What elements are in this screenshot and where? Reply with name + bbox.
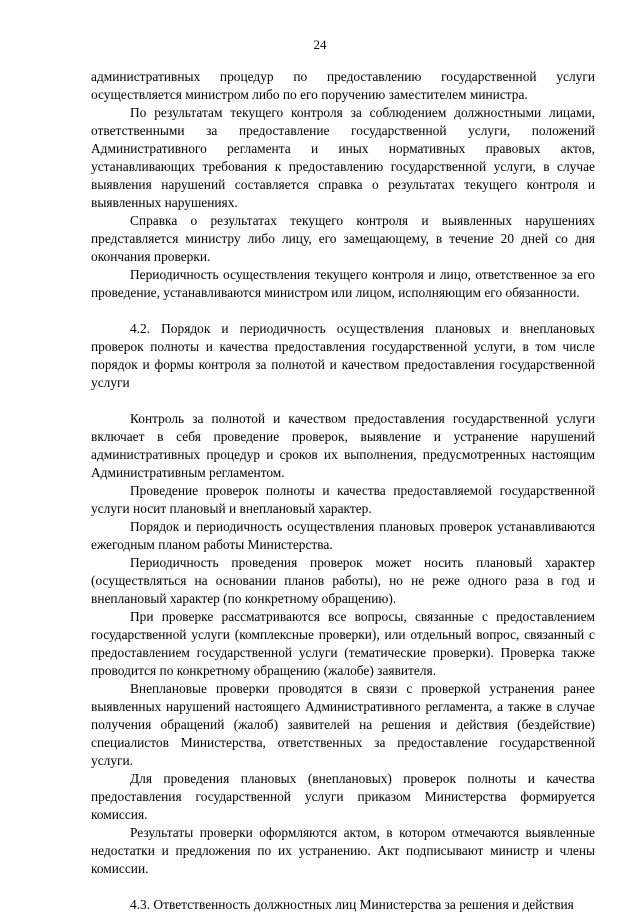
paragraph-inspection-scope: При проверке рассматриваются все вопросы, связанные с предоставлением государственной услуги (комплексные проверки), или отдельный вопрос, связанный с предоставлением государственной услуги (тематические проверки). Проверка также проводится по конкретному обращению (жалобе) заявителя. <box>91 609 595 678</box>
paragraph-inspection-periodicity: Периодичность проведения проверок может носить плановый характер (осуществляться на основании планов работы), но не реже одного раза в год и внеплановый характер (по конкретному обращению). <box>91 555 595 606</box>
paragraph-current-control-results: По результатам текущего контроля за соблюдением должностными лицами, ответственными за предоставление государственной услуги, положений Административного регламента и иных нормативных правовых актов, устанавливающих требования к предоставлению государственной услуги, в случае выявления нарушений составляется справка о результатах текущего контроля и выявленных нарушениях. <box>91 105 595 210</box>
paragraph-unplanned-inspections: Внеплановые проверки проводятся в связи с проверкой устранения ранее выявленных нарушений настоящего Административного регламента, а также в случае получения обращений (жалоб) заявителей на решения и действия (бездействие) специалистов Министерства, ответственных за предоставление государственной услуги. <box>91 681 595 768</box>
paragraph-continuation: административных процедур по предоставлению государственной услуги осуществляется министром либо по его поручению заместителем министра. <box>91 69 595 102</box>
paragraph-commission: Для проведения плановых (внеплановых) проверок полноты и качества предоставления государственной услуги приказом Министерства формируется комиссия. <box>91 771 595 822</box>
paragraph-planned-inspections: Порядок и периодичность осуществления плановых проверок устанавливаются ежегодным планом работы Министерства. <box>91 519 595 552</box>
spacer <box>91 392 595 410</box>
page-number: 24 <box>313 37 327 52</box>
paragraph-inspection-types: Проведение проверок полноты и качества предоставляемой государственной услуги носит плановый и внеплановый характер. <box>91 483 595 516</box>
spacer <box>91 302 595 320</box>
paragraph-report-submission: Справка о результатах текущего контроля и выявленных нарушениях представляется министру либо лицу, его замещающему, в течение 20 дней со дня окончания проверки. <box>91 213 595 264</box>
section-heading-4-3: 4.3. Ответственность должностных лиц Министерства за решения и действия <box>130 897 574 912</box>
section-heading-4-2: 4.2. Порядок и периодичность осуществления плановых и внеплановых проверок полноты и качества предоставления государственной услуги, в том числе порядок и формы контроля за полнотой и качеством предоставления государственной услуги <box>91 321 595 390</box>
document-body <box>91 68 595 914</box>
paragraph-control-periodicity: Периодичность осуществления текущего контроля и лицо, ответственное за его проведение, устанавливаются министром или лицом, исполняющим его обязанности. <box>91 267 595 300</box>
paragraph-quality-control: Контроль за полнотой и качеством предоставления государственной услуги включает в себя проведение проверок, выявление и устранение нарушений административных процедур и сроков их выполнения, предусмотренных настоящим Административным регламентом. <box>91 411 595 480</box>
paragraph-inspection-results: Результаты проверки оформляются актом, в котором отмечаются выявленные недостатки и предложения по их устранению. Акт подписывают министр и члены комиссии. <box>91 825 595 876</box>
spacer <box>91 878 595 896</box>
